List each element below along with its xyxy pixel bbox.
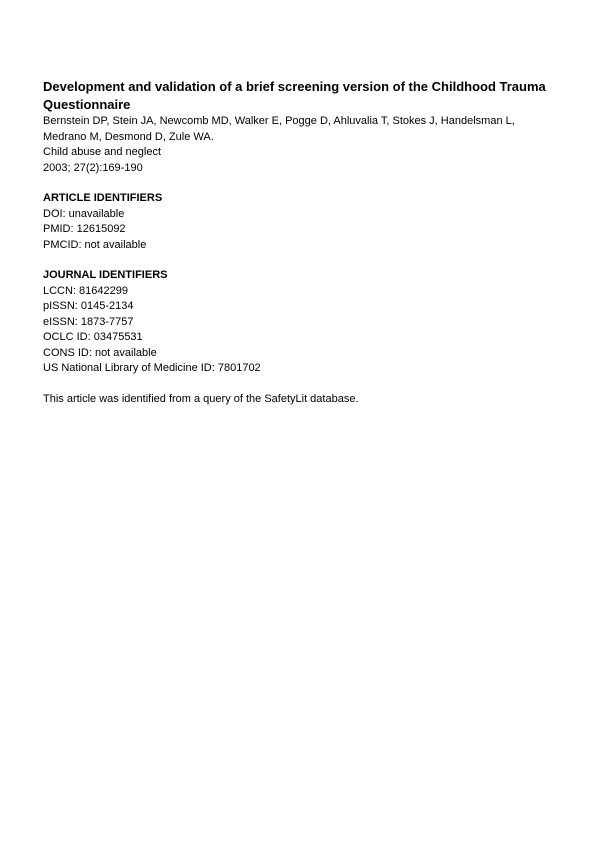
journal-identifiers-heading: JOURNAL IDENTIFIERS: [43, 269, 168, 281]
article-identifiers-section: [43, 191, 555, 253]
cons-id: CONS ID: not available: [43, 346, 157, 359]
article-authors: Bernstein DP, Stein JA, Newcomb MD, Walker E, Pogge D, Ahluvalia T, Stokes J, Handelsman L, Medrano M, Desmond D, Zule WA.: [43, 115, 515, 143]
article-title: Development and validation of a brief screening version of the Childhood Trauma Questionnaire: [43, 79, 546, 112]
oclc-id: OCLC ID: 03475531: [43, 331, 143, 343]
pissn: pISSN: 0145-2134: [43, 300, 134, 312]
journal-identifiers-section: [43, 268, 555, 377]
eissn: eISSN: 1873-7757: [43, 315, 134, 328]
pmcid: PMCID: not available: [43, 238, 147, 251]
lccn: LCCN: 81642299: [43, 284, 129, 297]
footer-note: This article was identified from a query of the SafetyLit database.: [43, 392, 359, 405]
doi: DOI: unavailable: [43, 207, 125, 220]
article-identifiers-heading: ARTICLE IDENTIFIERS: [43, 192, 163, 204]
citation: 2003; 27(2):169-190: [43, 161, 143, 174]
article-header: [43, 78, 555, 176]
nlm-id: US National Library of Medicine ID: 7801702: [43, 362, 261, 374]
journal-name: Child abuse and neglect: [43, 146, 162, 158]
document-page: [43, 78, 555, 418]
pmid: PMID: 12615092: [43, 223, 126, 235]
